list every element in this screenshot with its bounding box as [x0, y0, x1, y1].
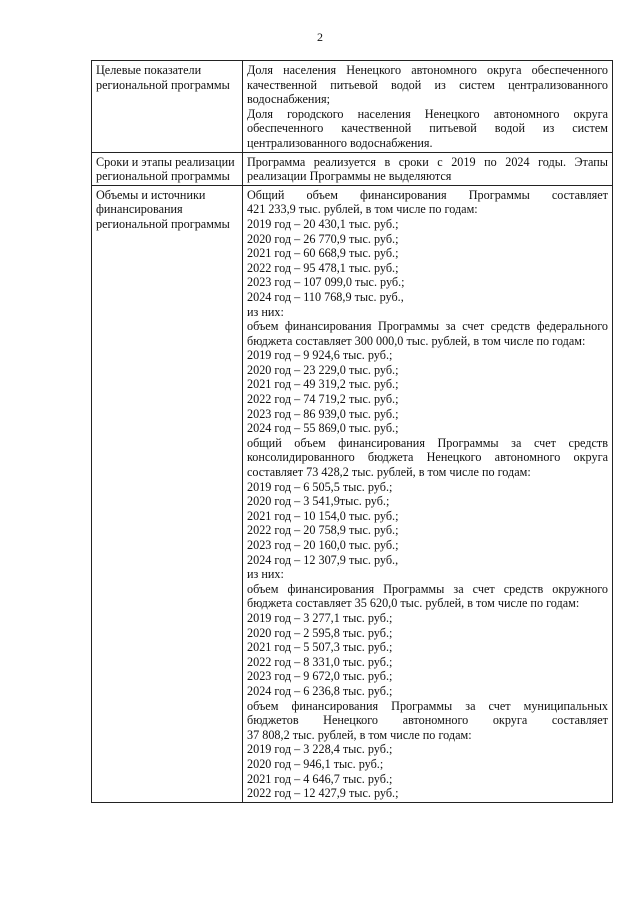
- financing-line: объем финансирования Программы за счет муниципальных: [247, 698, 608, 713]
- row-label: Сроки и этапы реализации региональной программы: [92, 152, 243, 185]
- financing-line: объем финансирования Программы за счет средств окружного: [247, 581, 608, 596]
- financing-line: 2019 год – 3 277,1 тыс. руб.;: [247, 610, 393, 625]
- row-value-financing: [243, 185, 613, 802]
- financing-line: 2021 год – 60 668,9 тыс. руб.;: [247, 246, 399, 261]
- financing-line: из них:: [247, 304, 284, 319]
- financing-line: 2023 год – 107 099,0 тыс. руб.;: [247, 275, 405, 290]
- program-passport-table: [91, 60, 613, 803]
- financing-line: 2022 год – 12 427,9 тыс. руб.;: [247, 786, 399, 801]
- table-row-target-indicators: [92, 61, 613, 153]
- financing-line: 2020 год – 946,1 тыс. руб.;: [247, 756, 384, 771]
- financing-line: 2019 год – 20 430,1 тыс. руб.;: [247, 216, 399, 231]
- financing-line: из них:: [247, 567, 284, 582]
- financing-line: 421 233,9 тыс. рублей, в том числе по годам:: [247, 202, 478, 217]
- financing-line: 2024 год – 6 236,8 тыс. руб.;: [247, 683, 393, 698]
- financing-line: 2021 год – 4 646,7 тыс. руб.;: [247, 771, 393, 786]
- financing-line: 2019 год – 9 924,6 тыс. руб.;: [247, 348, 393, 363]
- page-number: 2: [317, 30, 323, 44]
- financing-line: 2020 год – 23 229,0 тыс. руб.;: [247, 362, 399, 377]
- row-label: Целевые показатели региональной программы: [92, 61, 243, 153]
- financing-line: 2023 год – 86 939,0 тыс. руб.;: [247, 406, 399, 421]
- row-label: Объемы и источники финансирования региональной программы: [92, 185, 243, 802]
- financing-line: 2024 год – 110 768,9 тыс. руб.,: [247, 289, 404, 304]
- financing-line: 2020 год – 26 770,9 тыс. руб.;: [247, 231, 399, 246]
- financing-line: 2021 год – 49 319,2 тыс. руб.;: [247, 377, 399, 392]
- financing-line: 2022 год – 8 331,0 тыс. руб.;: [247, 654, 393, 669]
- financing-line: 2022 год – 20 758,9 тыс. руб.;: [247, 523, 399, 538]
- financing-line: 2020 год – 2 595,8 тыс. руб.;: [247, 625, 393, 640]
- financing-line: 2023 год – 20 160,0 тыс. руб.;: [247, 538, 399, 552]
- table-row-terms-stages: [92, 152, 613, 185]
- financing-line: 2024 год – 55 869,0 тыс. руб.;: [247, 421, 399, 436]
- paragraph: Доля городского населения Ненецкого автономного округа обеспеченного качественной питьевой водой из систем централизованного водоснабжения.: [247, 106, 608, 150]
- financing-line: 2020 год – 3 541,9тыс. руб.;: [247, 494, 390, 509]
- financing-line: общий объем финансирования Программы за счет средств: [247, 435, 608, 450]
- financing-line: бюджета составляет 300 000,0 тыс. рублей, в том числе по годам:: [247, 333, 586, 348]
- financing-line: бюджета составляет 35 620,0 тыс. рублей, в том числе по годам:: [247, 596, 580, 611]
- row-value: [243, 152, 613, 185]
- financing-line: консолидированного бюджета Ненецкого автономного округа: [247, 450, 608, 465]
- financing-line: 2022 год – 95 478,1 тыс. руб.;: [247, 260, 399, 275]
- table-row-financing: [92, 185, 613, 802]
- financing-line: 2021 год – 10 154,0 тыс. руб.;: [247, 508, 399, 523]
- financing-line: объем финансирования Программы за счет средств федерального: [247, 319, 608, 334]
- financing-line: 2023 год – 9 672,0 тыс. руб.;: [247, 669, 393, 684]
- financing-line: бюджетов Ненецкого автономного округа составляет: [247, 713, 608, 728]
- financing-line: 2019 год – 6 505,5 тыс. руб.;: [247, 479, 393, 494]
- financing-line: Общий объем финансирования Программы составляет: [247, 187, 608, 202]
- financing-line: 37 808,2 тыс. рублей, в том числе по годам:: [247, 727, 472, 742]
- paragraph: Программа реализуется в сроки с 2019 по 2024 годы. Этапы реализации Программы не выделяются: [247, 154, 608, 184]
- financing-line: 2021 год – 5 507,3 тыс. руб.;: [247, 640, 393, 655]
- financing-line: 2024 год – 12 307,9 тыс. руб.,: [247, 552, 399, 567]
- paragraph: Доля населения Ненецкого автономного округа обеспеченного качественной питьевой водой из систем централизованного водоснабжения;: [247, 63, 608, 107]
- financing-line: 2019 год – 3 228,4 тыс. руб.;: [247, 742, 393, 757]
- row-value: [243, 61, 613, 153]
- financing-line: составляет 73 428,2 тыс. рублей, в том числе по годам:: [247, 465, 531, 480]
- financing-line: 2022 год – 74 719,2 тыс. руб.;: [247, 392, 399, 407]
